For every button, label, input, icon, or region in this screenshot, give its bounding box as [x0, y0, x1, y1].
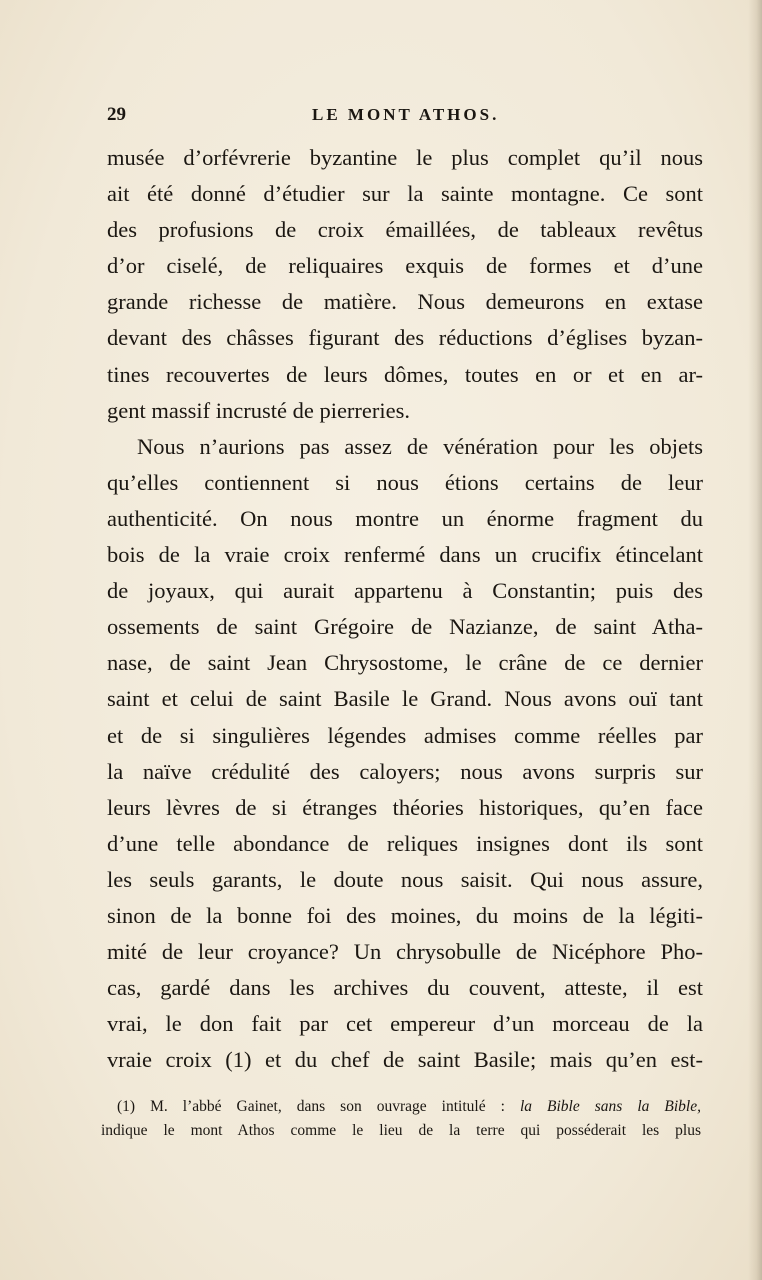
page-header	[107, 104, 702, 130]
page-edge-shadow	[748, 0, 762, 1280]
text-line: authenticité. On nous montre un énorme fragment du	[107, 505, 703, 531]
text-line: saint et celui de saint Basile le Grand. Nous avons ouï tant	[107, 686, 703, 712]
text-line: d’une telle abondance de reliques insignes dont ils sont	[107, 830, 703, 856]
text-line: les seuls garants, le doute nous saisit. Qui nous assure,	[107, 866, 703, 892]
text-line: la naïve crédulité des caloyers; nous avons surpris sur	[107, 758, 703, 784]
text-line: d’or ciselé, de reliquaires exquis de formes et d’une	[107, 253, 703, 279]
text-line: vraie croix (1) et du chef de saint Basile; mais qu’en est-	[107, 1047, 703, 1073]
text-line: ait été donné d’étudier sur la sainte montagne. Ce sont	[107, 181, 703, 207]
text-line: de joyaux, qui aurait appartenu à Constantin; puis des	[107, 578, 703, 604]
text-line: gent massif incrusté de pierreries.	[107, 397, 411, 423]
text-line: devant des châsses figurant des réductions d’églises byzan-	[107, 325, 703, 351]
text-line: musée d’orfévrerie byzantine le plus complet qu’il nous	[107, 145, 703, 170]
text-line: sinon de la bonne foi des moines, du moins de la légiti-	[107, 902, 703, 928]
footnote	[101, 1095, 701, 1143]
paragraph-start-line: Nous n’aurions pas assez de vénération pour les objets	[137, 433, 703, 459]
footnote-text: (1) M. l’abbé Gainet, dans son ouvrage intitulé :	[117, 1098, 520, 1115]
text-line: leurs lèvres de si étranges théories historiques, qu’en face	[107, 794, 703, 820]
page-number: 29	[107, 104, 126, 125]
text-line: grande richesse de matière. Nous demeurons en extase	[107, 289, 703, 315]
text-line: des profusions de croix émaillées, de tableaux revêtus	[107, 217, 703, 243]
body-text	[107, 140, 703, 1078]
footnote-book-title: la Bible sans la Bible,	[519, 1098, 701, 1115]
text-line: ossements de saint Grégoire de Nazianze, de saint Atha-	[107, 614, 703, 640]
footnote-line: indique le mont Athos comme le lieu de la terre qui posséderait les plus	[101, 1122, 701, 1139]
running-head: LE MONT ATHOS.	[312, 105, 500, 124]
footnote-line	[101, 1095, 701, 1119]
text-line: vrai, le don fait par cet empereur d’un morceau de la	[107, 1011, 703, 1037]
text-line: nase, de saint Jean Chrysostome, le crâne de ce dernier	[107, 650, 703, 676]
text-line: bois de la vraie croix renfermé dans un crucifix étincelant	[107, 542, 703, 568]
text-line: mité de leur croyance? Un chrysobulle de Nicéphore Pho-	[107, 939, 703, 965]
text-line: tines recouvertes de leurs dômes, toutes en or et en ar-	[107, 361, 703, 387]
text-line: cas, gardé dans les archives du couvent, atteste, il est	[107, 975, 703, 1001]
text-line: qu’elles contiennent si nous étions certains de leur	[107, 469, 703, 495]
text-line: et de si singulières légendes admises comme réelles par	[107, 722, 703, 748]
